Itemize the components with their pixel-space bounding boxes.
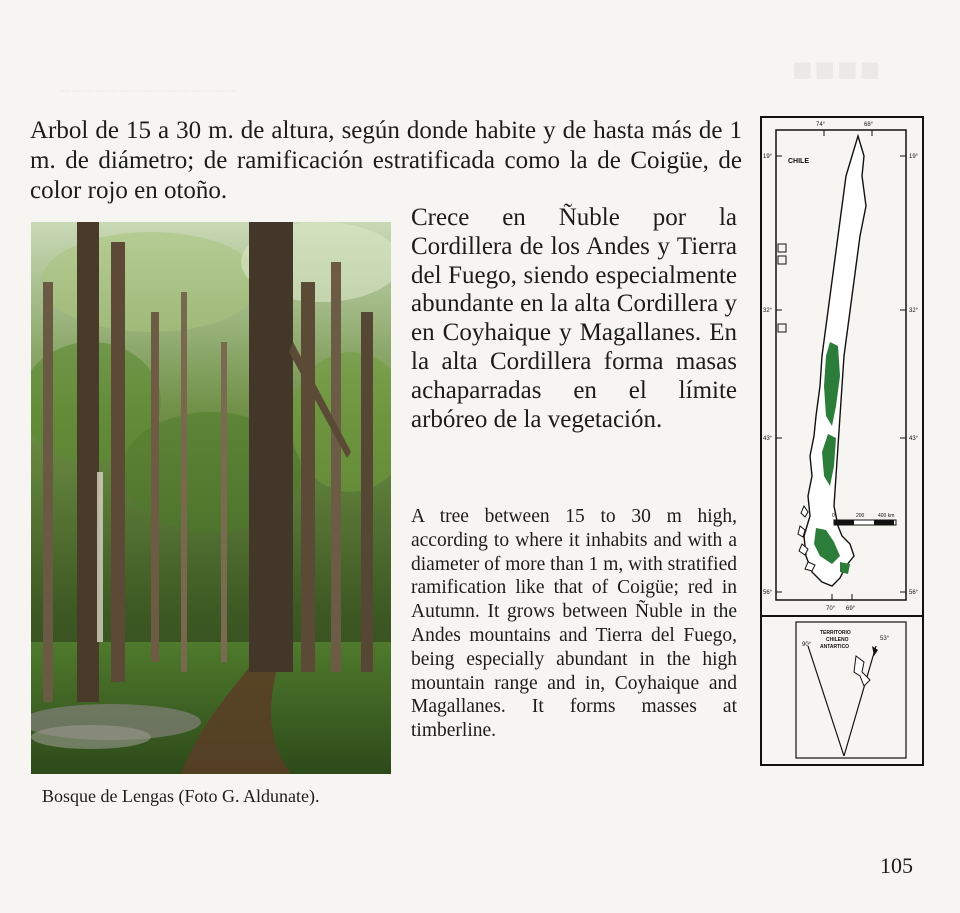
map-country-label: CHILE	[788, 158, 809, 165]
inset-lon-2: 53°	[880, 636, 890, 642]
photo-caption: Bosque de Lengas (Foto G. Aldunate).	[42, 786, 320, 806]
distribution-map	[760, 116, 924, 766]
map-lat-left-1: 19°	[763, 154, 773, 160]
map-lat-right-1: 19°	[909, 154, 919, 160]
scale-bar	[834, 520, 896, 525]
spanish-paragraph: Crece en Ñuble por la Cordillera de los Andes y Tierra del Fuego, siendo especialmente abundante en la alta Cordillera y en Coyhaique y Magallanes. En la alta Cordillera forma masas achaparradas en el límite arbóreo de la vegetación.	[411, 204, 737, 433]
map-lat-right-3: 43°	[909, 436, 919, 442]
show-through-line: ───────────────	[60, 84, 239, 99]
scale-label-200: 200	[856, 513, 865, 519]
show-through-title: ■■■■	[792, 52, 883, 89]
map-bottom-lon-2: 69°	[846, 606, 856, 612]
map-lat-left-4: 56°	[763, 590, 773, 596]
antarctic-inset	[808, 646, 878, 756]
map-lat-right-2: 32°	[909, 308, 919, 314]
scale-label-400: 400 km	[878, 513, 895, 519]
scale-label-0: 0	[832, 513, 835, 519]
inset-label-2: CHILENO	[826, 637, 849, 643]
inset-label-1: TERRITORIO	[820, 630, 851, 636]
inset-lon-1: 90°	[802, 642, 812, 648]
english-paragraph: A tree between 15 to 30 m high, according to where it inhabits and with a diameter of more than 1 m, with stratified ramification like that of Coigüe; red in Autumn. It grows between Ñuble in the Andes mountains and Tierra del Fuego, being especially abundant in the high mountain range and in, Coyhaique and Magallanes. It forms masses at timberline.	[411, 506, 737, 742]
map-top-lon-1: 74°	[816, 122, 826, 128]
intro-paragraph: Arbol de 15 a 30 m. de altura, según donde habite y de hasta más de 1 m. de diámetro; de ramificación estratificada como la de Coigüe, de color rojo en otoño.	[30, 117, 742, 204]
page-number: 105	[880, 853, 913, 878]
map-bottom-lon-1: 70°	[826, 606, 836, 612]
map-top-lon-2: 68°	[864, 122, 874, 128]
map-lat-left-2: 32°	[763, 308, 773, 314]
inset-box	[796, 622, 906, 758]
map-lat-right-4: 56°	[909, 590, 919, 596]
inset-label-3: ANTARTICO	[820, 644, 850, 650]
map-lat-left-3: 43°	[763, 436, 773, 442]
forest-photo	[31, 222, 391, 774]
